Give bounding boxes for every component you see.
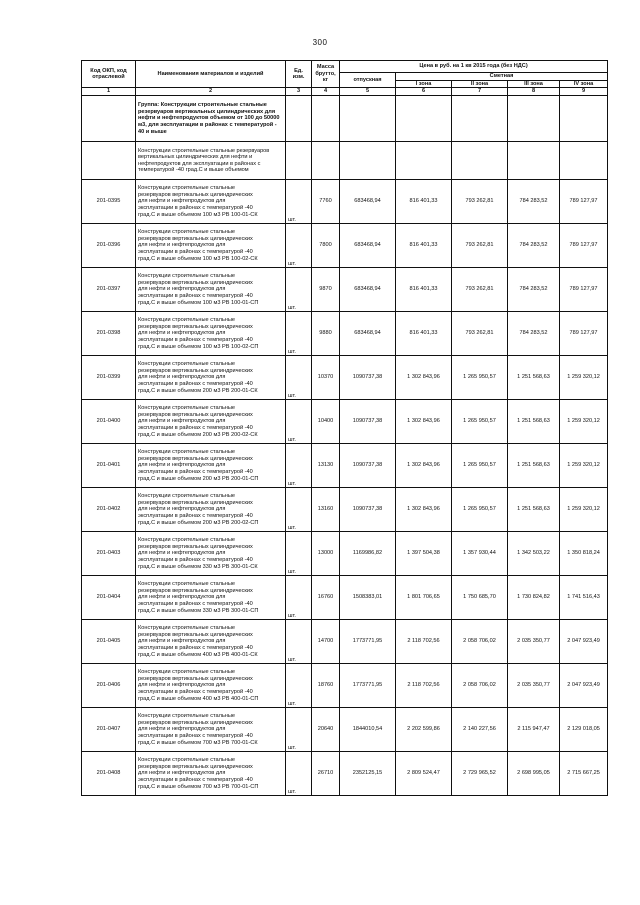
item-code: 201-0396 [82,224,136,268]
item-name: Конструкции строительные стальные резервуаров вертикальных цилиндрических для нефти и нефтепродуктов для эксплуатации в районах с температурой -40 град.С и выше объемом 400 м3 РВ 400-01-СП [136,664,286,708]
item-mass: 7760 [312,180,340,224]
table-row [82,752,608,796]
item-mass: 10370 [312,356,340,400]
item-zone-2-price: 1 265 950,57 [452,400,508,444]
item-zone-1-price: 1 397 504,38 [396,532,452,576]
item-zone-4-price: 789 127,97 [560,180,608,224]
item-zone-4-price: 2 047 923,49 [560,620,608,664]
item-mass: 7800 [312,224,340,268]
table-row [82,488,608,532]
item-zone-3-price: 2 035 350,77 [508,664,560,708]
item-mass: 9880 [312,312,340,356]
item-code: 201-0404 [82,576,136,620]
item-zone-3-price: 784 283,52 [508,268,560,312]
item-zone-3-price: 784 283,52 [508,312,560,356]
item-zone-2-price: 2 058 706,02 [452,620,508,664]
item-zone-1-price: 1 302 843,96 [396,356,452,400]
header-zone-3: III зона [508,80,560,88]
item-code: 201-0403 [82,532,136,576]
item-name: Конструкции строительные стальные резервуаров вертикальных цилиндрических для нефти и нефтепродуктов для эксплуатации в районах с температурой -40 град.С и выше объемом 100 м3 РВ 100-02-СП [136,312,286,356]
item-code: 201-0399 [82,356,136,400]
item-code: 201-0401 [82,444,136,488]
item-name: Конструкции строительные стальные резервуаров вертикальных цилиндрических для нефти и нефтепродуктов для эксплуатации в районах с температурой -40 град.С и выше объемом 100 м3 РВ 100-01-СК [136,180,286,224]
item-code: 201-0406 [82,664,136,708]
item-release-price: 1090737,38 [340,356,396,400]
item-unit: шт. [286,400,312,444]
item-release-price: 683468,94 [340,312,396,356]
subgroup-row [82,142,608,180]
item-name: Конструкции строительные стальные резервуаров вертикальных цилиндрических для нефти и нефтепродуктов для эксплуатации в районах с температурой -40 град.С и выше объемом 200 м3 РВ 200-02-СК [136,400,286,444]
item-name: Конструкции строительные стальные резервуаров вертикальных цилиндрических для нефти и нефтепродуктов для эксплуатации в районах с температурой -40 град.С и выше объемом 700 м3 РВ 700-01-СП [136,752,286,796]
subgroup-title: Конструкции строительные стальные резервуаров вертикальных цилиндрических для нефти и нефтепродуктов для эксплуатации в районах с температурой -40 град.С и выше объемом [136,142,286,180]
item-release-price: 1090737,38 [340,400,396,444]
item-code: 201-0395 [82,180,136,224]
item-zone-1-price: 1 302 843,96 [396,400,452,444]
item-zone-4-price: 789 127,97 [560,312,608,356]
item-unit: шт. [286,576,312,620]
item-zone-3-price: 1 342 503,22 [508,532,560,576]
item-name: Конструкции строительные стальные резервуаров вертикальных цилиндрических для нефти и нефтепродуктов для эксплуатации в районах с температурой -40 град.С и выше объемом 100 м3 РВ 100-01-СП [136,268,286,312]
item-name: Конструкции строительные стальные резервуаров вертикальных цилиндрических для нефти и нефтепродуктов для эксплуатации в районах с температурой -40 град.С и выше объемом 330 м3 РВ 300-01-СК [136,532,286,576]
item-code: 201-0397 [82,268,136,312]
group-row [82,96,608,142]
item-zone-2-price: 1 265 950,57 [452,488,508,532]
group-title: Группа: Конструкции строительные стальные резервуаров вертикальных цилиндрических для нефти и нефтепродуктов объемом от 100 до 50000 м3, для эксплуатации в районах с температурой - 40 и выше [136,96,286,142]
header-code: Код ОКП, код отраслевой [82,61,136,88]
item-name: Конструкции строительные стальные резервуаров вертикальных цилиндрических для нефти и нефтепродуктов для эксплуатации в районах с температурой -40 град.С и выше объемом 200 м3 РВ 200-02-СП [136,488,286,532]
item-zone-4-price: 2 047 923,49 [560,664,608,708]
item-mass: 13130 [312,444,340,488]
table-row [82,400,608,444]
item-zone-2-price: 793 262,81 [452,224,508,268]
item-unit: шт. [286,224,312,268]
item-zone-4-price: 1 259 320,12 [560,488,608,532]
item-zone-4-price: 1 259 320,12 [560,356,608,400]
item-mass: 10400 [312,400,340,444]
table-row [82,620,608,664]
item-unit: шт. [286,532,312,576]
header-zone-4: IV зона [560,80,608,88]
header-release: отпускная [340,73,396,88]
header-estimate: Сметная [396,73,608,81]
item-zone-4-price: 1 350 818,24 [560,532,608,576]
item-release-price: 1844010,54 [340,708,396,752]
item-zone-4-price: 1 741 516,43 [560,576,608,620]
item-zone-3-price: 2 115 947,47 [508,708,560,752]
table-row [82,268,608,312]
table-row [82,576,608,620]
item-zone-1-price: 1 302 843,96 [396,444,452,488]
item-zone-2-price: 2 140 227,56 [452,708,508,752]
item-release-price: 1773771,95 [340,620,396,664]
item-release-price: 2352125,15 [340,752,396,796]
column-number: 8 [508,88,560,96]
table-row [82,708,608,752]
item-mass: 9870 [312,268,340,312]
item-unit: шт. [286,708,312,752]
item-unit: шт. [286,356,312,400]
header-zone-2: II зона [452,80,508,88]
column-number: 2 [136,88,286,96]
item-name: Конструкции строительные стальные резервуаров вертикальных цилиндрических для нефти и нефтепродуктов для эксплуатации в районах с температурой -40 град.С и выше объемом 200 м3 РВ 200-01-СП [136,444,286,488]
item-zone-2-price: 2 729 965,52 [452,752,508,796]
item-unit: шт. [286,620,312,664]
item-release-price: 683468,94 [340,224,396,268]
table-row [82,312,608,356]
item-zone-3-price: 1 251 568,63 [508,400,560,444]
item-zone-1-price: 816 401,33 [396,180,452,224]
item-zone-4-price: 789 127,97 [560,224,608,268]
item-release-price: 683468,94 [340,268,396,312]
item-code: 201-0408 [82,752,136,796]
item-mass: 26710 [312,752,340,796]
item-zone-3-price: 1 251 568,63 [508,356,560,400]
column-number: 5 [340,88,396,96]
item-zone-3-price: 784 283,52 [508,224,560,268]
table-row [82,356,608,400]
item-name: Конструкции строительные стальные резервуаров вертикальных цилиндрических для нефти и нефтепродуктов для эксплуатации в районах с температурой -40 град.С и выше объемом 330 м3 РВ 300-01-СП [136,576,286,620]
table-row [82,444,608,488]
table-row [82,180,608,224]
column-number: 6 [396,88,452,96]
item-release-price: 683468,94 [340,180,396,224]
item-zone-2-price: 793 262,81 [452,180,508,224]
item-name: Конструкции строительные стальные резервуаров вертикальных цилиндрических для нефти и нефтепродуктов для эксплуатации в районах с температурой -40 град.С и выше объемом 200 м3 РВ 200-01-СК [136,356,286,400]
item-zone-2-price: 1 357 930,44 [452,532,508,576]
table-row [82,532,608,576]
column-number: 9 [560,88,608,96]
item-release-price: 1090737,38 [340,488,396,532]
item-zone-1-price: 2 202 599,86 [396,708,452,752]
item-mass: 13160 [312,488,340,532]
item-release-price: 1169986,82 [340,532,396,576]
item-release-price: 1090737,38 [340,444,396,488]
item-name: Конструкции строительные стальные резервуаров вертикальных цилиндрических для нефти и нефтепродуктов для эксплуатации в районах с температурой -40 град.С и выше объемом 100 м3 РВ 100-02-СК [136,224,286,268]
column-number: 4 [312,88,340,96]
header-name: Наименования материалов и изделий [136,61,286,88]
item-zone-1-price: 2 118 702,56 [396,620,452,664]
price-table [81,60,608,796]
header-price-title: Цена в руб. на 1 кв 2015 года (без НДС) [340,61,608,73]
item-release-price: 1773771,95 [340,664,396,708]
item-unit: шт. [286,268,312,312]
item-zone-1-price: 1 302 843,96 [396,488,452,532]
item-zone-2-price: 1 265 950,57 [452,356,508,400]
item-unit: шт. [286,664,312,708]
item-code: 201-0398 [82,312,136,356]
column-numbers-row [82,88,608,96]
item-zone-4-price: 2 715 667,25 [560,752,608,796]
item-mass: 18760 [312,664,340,708]
item-zone-3-price: 2 035 350,77 [508,620,560,664]
header-mass: Масса брутто, кг [312,61,340,88]
item-zone-3-price: 1 730 824,82 [508,576,560,620]
table-row [82,224,608,268]
item-unit: шт. [286,180,312,224]
item-code: 201-0400 [82,400,136,444]
item-unit: шт. [286,488,312,532]
item-mass: 16760 [312,576,340,620]
item-name: Конструкции строительные стальные резервуаров вертикальных цилиндрических для нефти и нефтепродуктов для эксплуатации в районах с температурой -40 град.С и выше объемом 400 м3 РВ 400-01-СК [136,620,286,664]
item-zone-4-price: 2 129 018,05 [560,708,608,752]
item-zone-1-price: 816 401,33 [396,268,452,312]
item-code: 201-0407 [82,708,136,752]
column-number: 7 [452,88,508,96]
table-row [82,664,608,708]
item-zone-2-price: 1 750 685,70 [452,576,508,620]
item-zone-1-price: 816 401,33 [396,224,452,268]
item-zone-2-price: 2 058 706,02 [452,664,508,708]
item-zone-3-price: 1 251 568,63 [508,488,560,532]
item-code: 201-0405 [82,620,136,664]
item-zone-2-price: 793 262,81 [452,268,508,312]
page-number: 300 [312,38,328,47]
item-zone-1-price: 2 118 702,56 [396,664,452,708]
item-mass: 20640 [312,708,340,752]
item-zone-3-price: 1 251 568,63 [508,444,560,488]
item-zone-2-price: 793 262,81 [452,312,508,356]
item-zone-1-price: 1 801 706,65 [396,576,452,620]
item-zone-4-price: 1 259 320,12 [560,400,608,444]
item-mass: 13000 [312,532,340,576]
item-zone-4-price: 789 127,97 [560,268,608,312]
item-zone-1-price: 2 809 524,47 [396,752,452,796]
item-zone-1-price: 816 401,33 [396,312,452,356]
item-unit: шт. [286,312,312,356]
header-zone-1: I зона [396,80,452,88]
item-name: Конструкции строительные стальные резервуаров вертикальных цилиндрических для нефти и нефтепродуктов для эксплуатации в районах с температурой -40 град.С и выше объемом 700 м3 РВ 700-01-СК [136,708,286,752]
header-unit: Ед. изм. [286,61,312,88]
item-unit: шт. [286,752,312,796]
item-zone-3-price: 784 283,52 [508,180,560,224]
item-zone-2-price: 1 265 950,57 [452,444,508,488]
column-number: 1 [82,88,136,96]
item-unit: шт. [286,444,312,488]
item-mass: 14700 [312,620,340,664]
item-zone-3-price: 2 698 995,05 [508,752,560,796]
item-zone-4-price: 1 259 320,12 [560,444,608,488]
column-number: 3 [286,88,312,96]
item-release-price: 1508383,01 [340,576,396,620]
item-code: 201-0402 [82,488,136,532]
